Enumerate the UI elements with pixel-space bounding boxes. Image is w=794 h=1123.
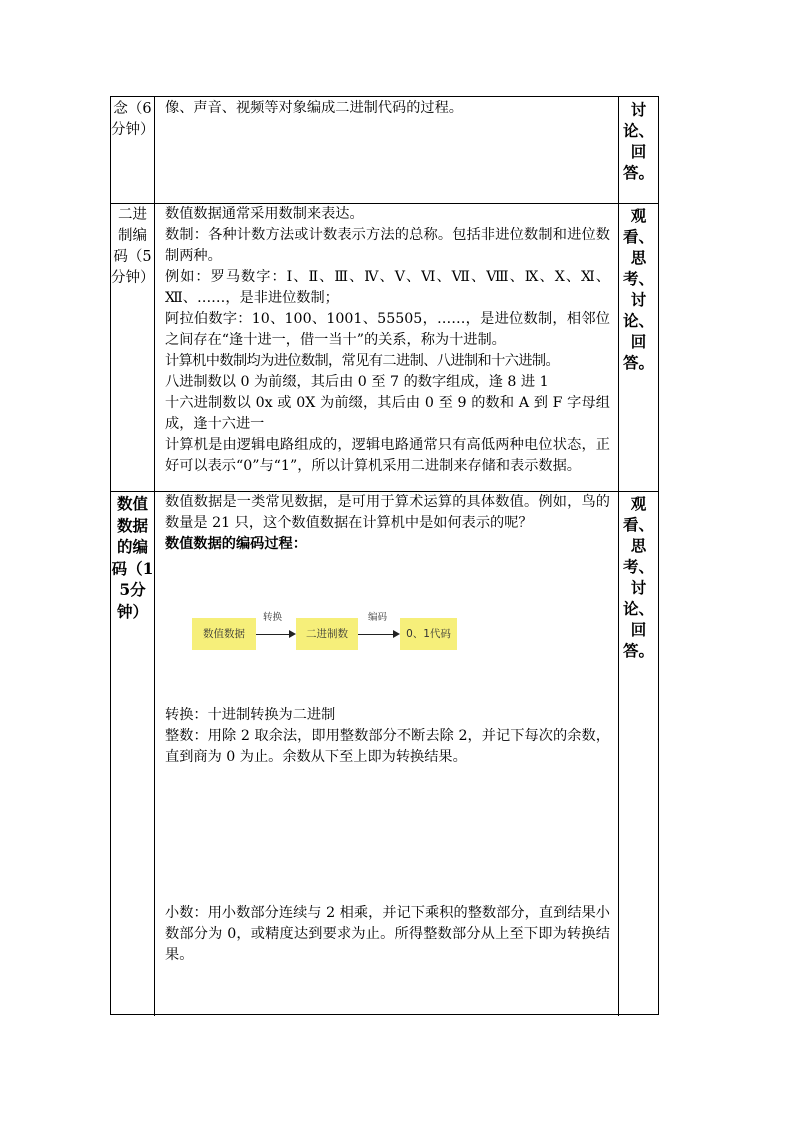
activity-cell [619,203,658,491]
content-cell [155,97,619,203]
stage-label-cell [111,491,155,1016]
content-paragraph: 数值数据是一类常见数据，是可用于算术运算的具体数值。例如，鸟的数量是 21 只，这个数值数据在计算机中是如何表示的呢？ [165,494,610,531]
content-paragraph: 阿拉伯数字：10、100、1001、55505，……，是进位数制，相邻位之间存在“逢十进一，借一当十”的关系，称为十进制。 [165,311,610,348]
content-paragraph: 数制：各种计数方法或计数表示方法的总称。包括非进位数制和进位数制两种。 [165,227,610,264]
content-paragraph: 十六进制数以 0x 或 0X 为前缀，其后由 0 至 9 的数和 A 到 F 字母组成，逢十六进一 [165,395,610,432]
flow-arrow-label: 转换 [263,612,283,623]
stage-label: 念（6分钟） [111,101,155,138]
lesson-table [110,96,659,1015]
arrow-right-icon [289,630,296,638]
content-paragraph: 像、声音、视频等对象编成二进制代码的过程。 [165,100,463,116]
content-paragraph: 例如：罗马数字：Ⅰ、Ⅱ、Ⅲ、Ⅳ、Ⅴ、Ⅵ、Ⅶ、Ⅷ、Ⅸ、Ⅹ、Ⅺ、Ⅻ、……，是非进位数制； [165,269,610,306]
flow-box-code: 0、1代码 [400,618,457,650]
table-row [111,203,658,492]
student-activity: 观看、思考、讨论、回答。 [622,494,654,660]
stage-label: 数值数据的编码（15分钟） [111,494,154,621]
content-cell [155,203,619,491]
content-paragraph: 小数：用小数部分连续与 2 相乘，并记下乘积的整数部分，直到结果小数部分为 0，或精度达到要求为止。所得整数部分从上至下即为转换结果。 [165,905,610,963]
activity-cell [619,491,658,1016]
content-cell [155,491,619,1016]
content-paragraph: 八进制数以 0 为前缀，其后由 0 至 7 的数字组成，逢 8 进 1 [165,374,549,390]
flow-arrow [256,634,290,635]
table-row [111,491,658,1016]
stage-label-cell [111,203,155,491]
student-activity: 观看、思考、讨论、回答。 [622,206,654,372]
encoding-flow-diagram [165,555,610,705]
content-paragraph: 整数：用除 2 取余法，即用整数部分不断去除 2，并记下每次的余数，直到商为 0 为止。余数从下至上即为转换结果。 [165,728,610,765]
flow-box-binary: 二进制数 [296,618,358,650]
student-activity: 讨论、回答。 [622,100,654,182]
flow-arrow-label: 编码 [368,612,388,623]
content-paragraph: 数值数据通常采用数制来表达。 [165,206,364,222]
arrow-right-icon [393,630,400,638]
section-subheading: 数值数据的编码过程： [165,536,307,552]
content-paragraph: 计算机中数制均为进位数制，常见有二进制、八进制和十六进制。 [165,353,560,369]
content-paragraph: 计算机是由逻辑电路组成的，逻辑电路通常只有高低两种电位状态，正好可以表示“0”与“1”，所以计算机采用二进制来存储和表示数据。 [165,437,610,474]
stage-label: 二进制编码（5分钟） [111,207,155,286]
flow-arrow [358,634,393,635]
activity-cell [619,97,658,203]
table-row [111,97,658,204]
stage-label-cell [111,97,155,203]
blank-space [165,768,610,903]
flow-box-decimal: 数值数据 [192,618,256,650]
content-paragraph: 转换：十进制转换为二进制 [165,707,336,723]
